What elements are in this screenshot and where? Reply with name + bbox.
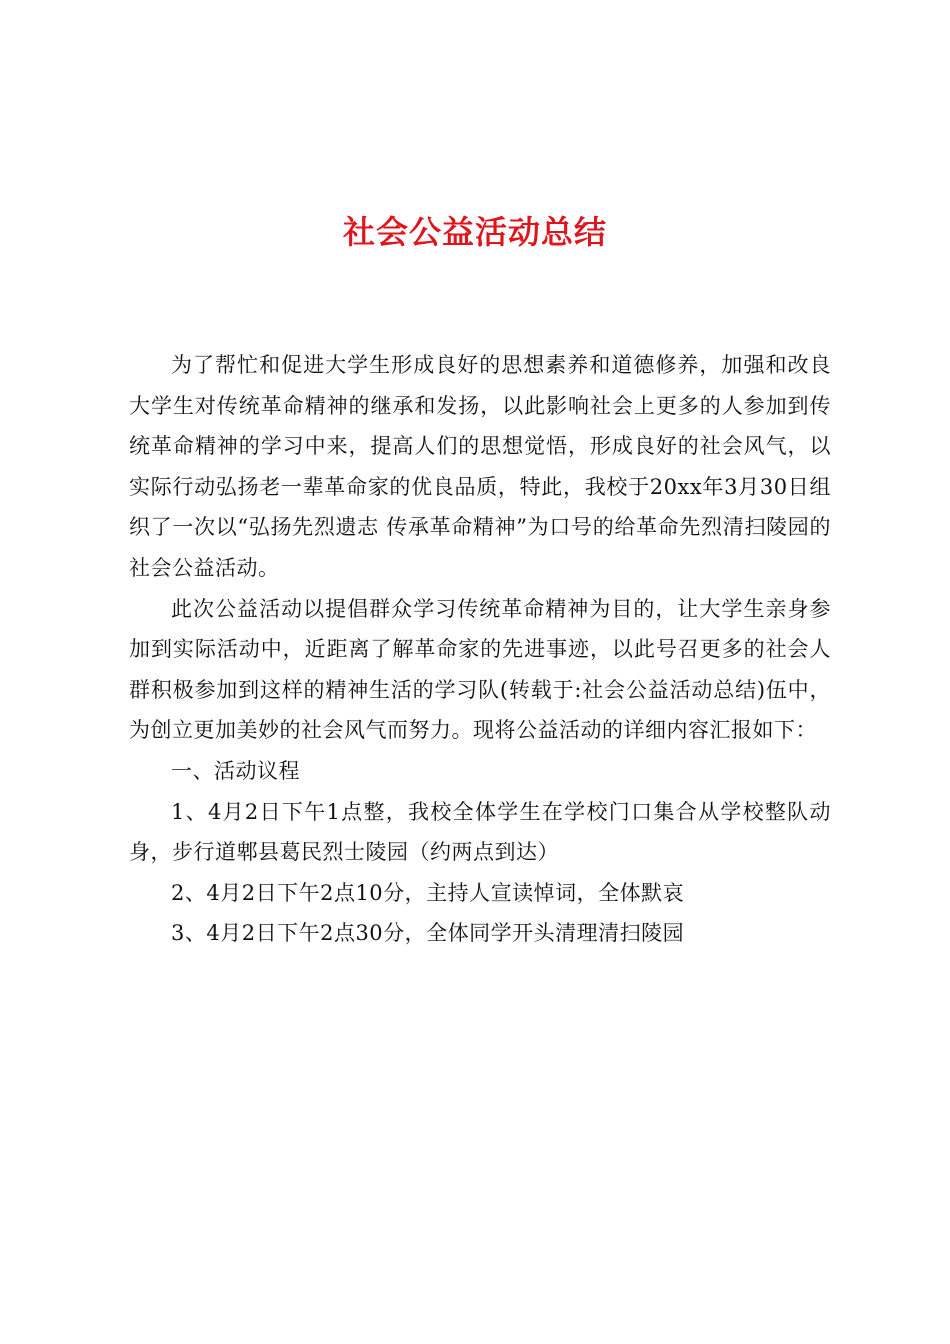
paragraph-purpose: 此次公益活动以提倡群众学习传统革命精神为目的，让大学生亲身参加到实际活动中，近距离了解革命家的先进事迹，以此号召更多的社会人群积极参加到这样的精神生活的学习队(转载于:社会公益活动总结)伍中，为创立更加美妙的社会风气而努力。现将公益活动的详细内容汇报如下： xyxy=(129,596,831,743)
agenda-item-1: 1、4月2日下午1点整，我校全体学生在学校门口集合从学校整队动身，步行道郫县葛民烈士陵园（约两点到达） xyxy=(129,799,831,865)
document-body xyxy=(129,345,831,954)
agenda-item-3: 3、4月2日下午2点30分，全体同学开头清理清扫陵园 xyxy=(171,921,685,946)
paragraph-intro: 为了帮忙和促进大学生形成良好的思想素养和道德修养，加强和改良大学生对传统革命精神的继承和发扬，以此影响社会上更多的人参加到传统革命精神的学习中来，提高人们的思想觉悟，形成良好的社会风气，以实际行动弘扬老一辈革命家的优良品质，特此，我校于20xx年3月30日组织了一次以“弘扬先烈遗志 传承革命精神”为口号的给革命先烈清扫陵园的社会公益活动。 xyxy=(129,353,831,580)
agenda-item-2: 2、4月2日下午2点10分，主持人宣读悼词，全体默哀 xyxy=(171,880,685,905)
document-title: 社会公益活动总结 xyxy=(342,213,607,251)
section-heading-agenda: 一、活动议程 xyxy=(171,758,300,783)
